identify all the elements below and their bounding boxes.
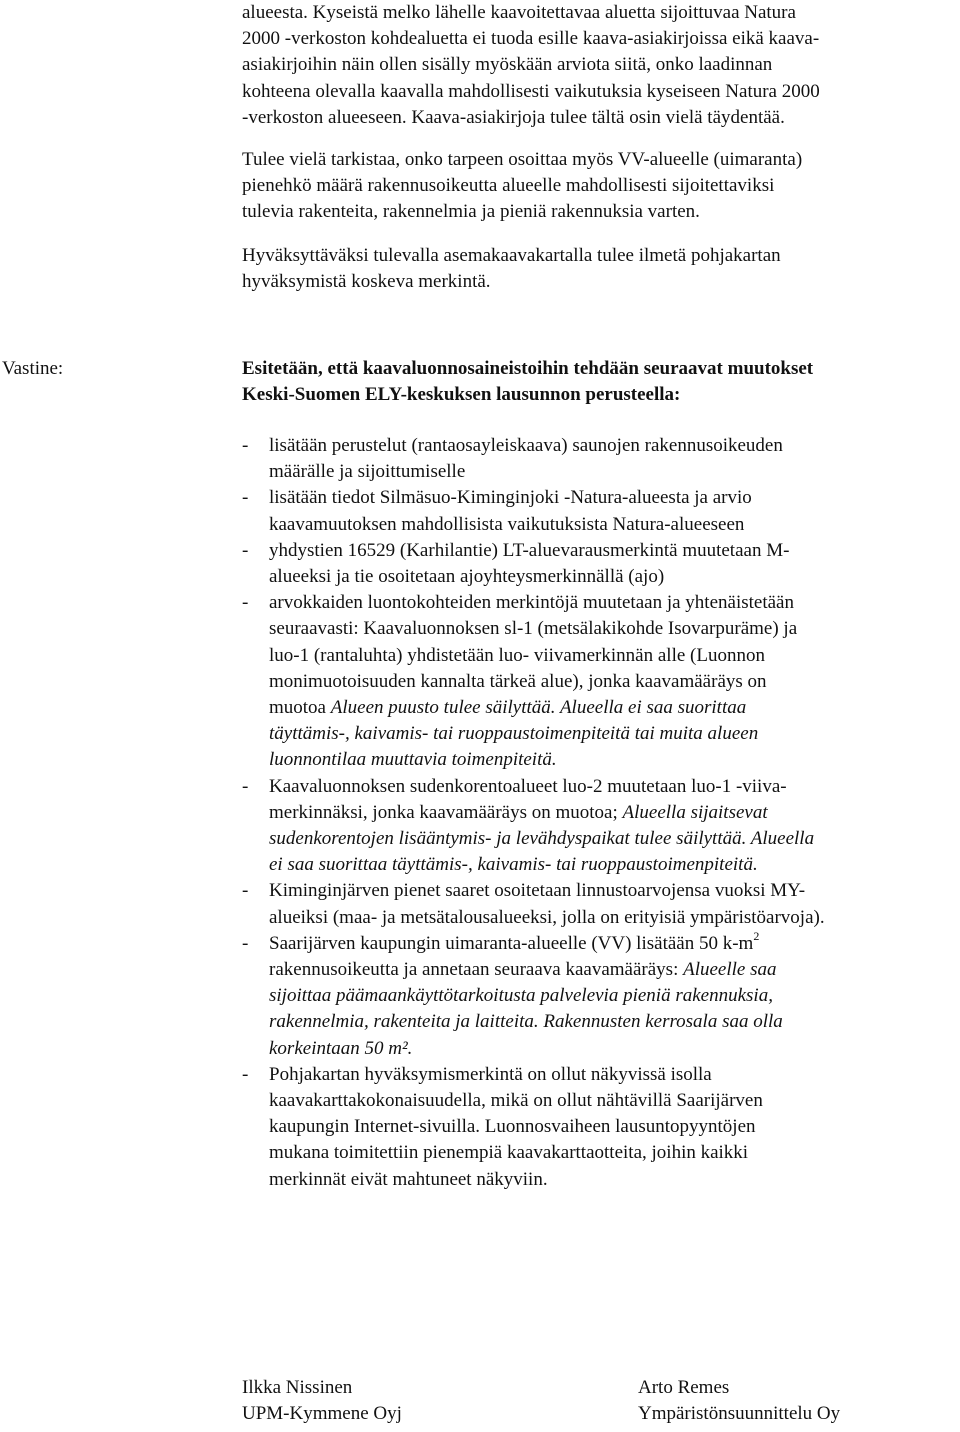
intro-line: 2000 -verkoston kohdealuetta ei tuoda esille kaava-asiakirjoissa eikä kaava- xyxy=(242,28,820,50)
regulation-text: luonnontilaa muuttavia toimenpiteitä. xyxy=(269,749,557,771)
regulation-text: Alueella sijaitsevat xyxy=(622,801,768,823)
signer-organization: UPM-Kymmene Oyj xyxy=(242,1403,402,1425)
list-line: kaavamuutoksen mahdollisista vaikutuksista Natura-alueeseen xyxy=(269,513,745,535)
signer-name: Arto Remes xyxy=(638,1377,730,1398)
list-dash: - xyxy=(242,1063,249,1085)
list-dash: - xyxy=(242,880,249,902)
regulation-text: rakennelmia, rakenteita ja laitteita. Rakennusten kerrosala saa olla xyxy=(269,1011,783,1033)
paragraph-line: tulevia rakenteita, rakennelmia ja pieniä rakennuksia varten. xyxy=(242,201,700,223)
list-line: seuraavasti: Kaavaluonnoksen sl-1 (metsälakikohde Isovarpuräme) ja xyxy=(269,618,798,640)
list-line: monimuotoisuuden kannalta tärkeä alue), jonka kaavamääräys on xyxy=(269,670,767,692)
list-line: alueiksi (maa- ja metsätalousalueeksi, jolla on erityisiä ympäristöarvoja). xyxy=(269,906,825,928)
paragraph-line: pienehkö määrä rakennusoikeutta alueelle mahdollisesti sijoitettaviksi xyxy=(242,175,775,197)
list-dash: - xyxy=(242,487,249,509)
regulation-text: Alueelle saa xyxy=(683,959,777,981)
list-item xyxy=(242,538,958,590)
list-line: alueeksi ja tie osoitetaan ajoyhteysmerkinnällä (ajo) xyxy=(269,566,665,588)
list-line: kaavakarttakokonaisuudella, mikä on ollut nähtävillä Saarijärven xyxy=(269,1090,763,1112)
regulation-text: sudenkorentojen lisääntymis- ja levähdyspaikat tulee säilyttää. Alueella xyxy=(269,828,815,850)
list-item xyxy=(242,774,958,879)
list-line xyxy=(269,957,958,983)
list-line: Pohjakartan hyväksymismerkintä on ollut näkyvissä isolla xyxy=(269,1063,712,1085)
intro-line: alueesta. Kyseistä melko lähelle kaavoitettavaa aluetta sijoittuvaa Natura xyxy=(242,2,796,23)
regulation-text: Alueen puusto tulee säilyttää. Alueella ei saa suorittaa xyxy=(330,697,747,719)
list-text: merkinnäksi, jonka kaavamääräys on muotoa; xyxy=(269,801,623,823)
signer-organization: Ympäristönsuunnittelu Oy xyxy=(638,1403,841,1425)
intro-paragraph xyxy=(242,0,958,131)
list-line: yhdystien 16529 (Karhilantie) LT-aluevarausmerkintä muutetaan M- xyxy=(269,539,790,561)
intro-line: kohteena olevalla kaavalla mahdollisesti vaikutuksia kyseiseen Natura 2000 xyxy=(242,80,820,102)
list-dash: - xyxy=(242,435,249,456)
list-line: luo-1 (rantaluhta) yhdistetään luo- viivamerkinnän alle (Luonnon xyxy=(269,644,765,666)
list-line: kaupungin Internet-sivuilla. Luonnosvaiheen lausuntopyyntöjen xyxy=(269,1116,756,1138)
paragraph-vv-area xyxy=(242,147,958,226)
vastine-heading xyxy=(242,356,958,408)
list-line: Kiminginjärven pienet saaret osoitetaan linnustoarvojensa vuoksi MY- xyxy=(269,880,806,902)
list-dash: - xyxy=(242,932,249,954)
regulation-text: sijoittaa päämaankäyttötarkoitusta palvelevia pieniä rakennuksia, xyxy=(269,985,773,1007)
changes-list xyxy=(242,433,958,1193)
regulation-text: täyttämis-, kaivamis- tai ruoppaustoimenpiteitä tai muita alueen xyxy=(269,723,759,745)
paragraph-line: hyväksymistä koskeva merkintä. xyxy=(242,271,491,293)
paragraph-line: Hyväksyttäväksi tulevalla asemakaavakartalla tulee ilmetä pohjakartan xyxy=(242,245,781,266)
list-line xyxy=(269,695,958,721)
list-text: rakennusoikeutta ja annetaan seuraava kaavamääräys: xyxy=(269,959,684,981)
list-item xyxy=(242,433,958,485)
list-line xyxy=(269,928,958,957)
regulation-text: ei saa suorittaa täyttämis-, kaivamis- tai ruoppaustoimenpiteitä. xyxy=(269,854,758,876)
list-text: Saarijärven kaupungin uimaranta-alueelle (VV) lisätään 50 k-m xyxy=(269,932,754,954)
list-line: lisätään perustelut (rantaosayleiskaava) saunojen rakennusoikeuden xyxy=(269,435,783,456)
vastine-label: Vastine: xyxy=(2,358,64,379)
list-dash: - xyxy=(242,775,249,797)
superscript: 2 xyxy=(753,928,760,943)
list-item xyxy=(242,1062,958,1193)
regulation-text: korkeintaan 50 m². xyxy=(269,1037,413,1059)
list-item xyxy=(242,485,958,537)
paragraph-base-map xyxy=(242,243,958,295)
list-dash: - xyxy=(242,592,249,614)
signer-name: Ilkka Nissinen xyxy=(242,1377,353,1398)
list-item xyxy=(242,928,958,1062)
list-dash: - xyxy=(242,539,249,561)
list-line: määrälle ja sijoittumiselle xyxy=(269,461,466,483)
signature-left xyxy=(242,1375,402,1427)
list-line: Kaavaluonnoksen sudenkorentoalueet luo-2 muutetaan luo-1 -viiva- xyxy=(269,775,787,797)
list-line: arvokkaiden luontokohteiden merkintöjä muutetaan ja yhtenäistetään xyxy=(269,592,794,614)
list-item xyxy=(242,590,958,773)
paragraph-line: Tulee vielä tarkistaa, onko tarpeen osoittaa myös VV-alueelle (uimaranta) xyxy=(242,149,803,170)
heading-line: Keski-Suomen ELY-keskuksen lausunnon perusteella: xyxy=(242,384,681,406)
list-line: mukana toimitettiin pienempiä kaavakarttaotteita, joihin kaikki xyxy=(269,1142,749,1164)
list-line xyxy=(269,800,958,826)
intro-line: asiakirjoihin näin ollen sisälly myöskään arviota siitä, onko laadinnan xyxy=(242,54,773,76)
heading-line: Esitetään, että kaavaluonnosaineistoihin tehdään seuraavat muutokset xyxy=(242,358,814,379)
signature-right xyxy=(638,1375,840,1427)
list-item xyxy=(242,878,958,930)
list-line: lisätään tiedot Silmäsuo-Kiminginjoki -Natura-alueesta ja arvio xyxy=(269,487,752,509)
list-text: muotoa xyxy=(269,697,331,719)
intro-line: -verkoston alueeseen. Kaava-asiakirjoja tulee tältä osin vielä täydentää. xyxy=(242,106,785,128)
list-line: merkinnät eivät mahtuneet näkyviin. xyxy=(269,1168,548,1190)
